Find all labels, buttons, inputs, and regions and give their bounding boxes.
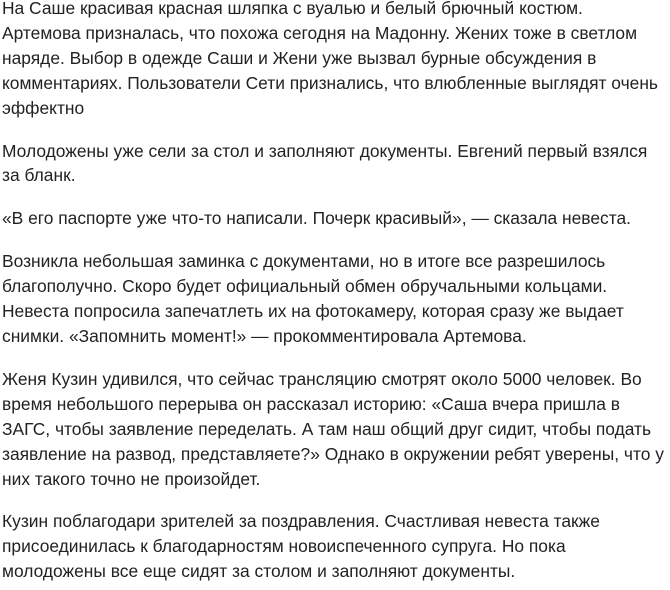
article-paragraph-1: На Саше красивая красная шляпка с вуалью и белый брючный костюм. Артемова призналась, что похожа сегодня на Мадонну. Жених тоже в светлом наряде. Выбор в одежде Саши и Жени уже вызвал бурные обсуждения в комментариях. Пользователи Сети признались, что влюбленные выглядят очень эффектно	[2, 0, 658, 118]
article-paragraph-2: Молодожены уже сели за стол и заполняют документы. Евгений первый взялся за бланк.	[2, 140, 648, 186]
article-paragraph-4: Возникла небольшая заминка с документами, но в итоге все разрешилось благополучно. Скоро будет официальный обмен обручальными кольцами. Невеста попросила запечатлеть их на фотокамеру, которая сразу же выдает снимки. «Запомнить момент!» — прокомментировала Артемова.	[2, 251, 624, 346]
article-paragraph-3: «В его паспорте уже что-то написали. Почерк красивый», — сказала невеста.	[2, 208, 631, 229]
article-paragraph-6: Кузин поблагодари зрителей за поздравления. Счастливая невеста также присоединилась к благодарностям новоиспеченного супруга. Но пока молодожены все еще сидят за столом и заполняют документы.	[2, 511, 600, 582]
article-paragraph-5: Женя Кузин удивился, что сейчас трансляцию смотрят около 5000 человек. Во время небольшого перерыва он рассказал историю: «Саша вчера пришла в ЗАГС, чтобы заявление переделать. А там наш общий друг сидит, чтобы подать заявление на развод, представляете?» Однако в окружении ребят уверены, что у них такого точно не произойдет.	[2, 368, 664, 489]
